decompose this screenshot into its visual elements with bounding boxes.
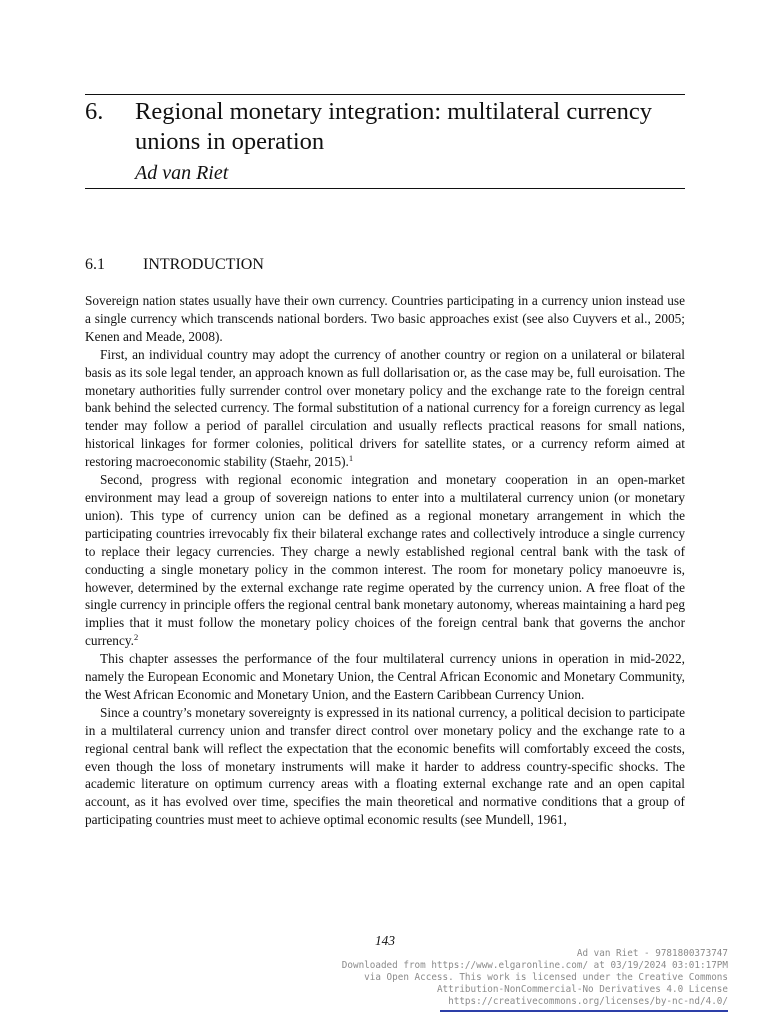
chapter-title: Regional monetary integration: multilateral currency unions in operation xyxy=(135,98,653,155)
footnote-mark-1[interactable]: 1 xyxy=(348,453,354,464)
chapter-bottom-rule xyxy=(85,188,685,189)
paragraph-4: This chapter assesses the performance of the four multilateral currency unions in operation in mid-2022, namely the European Economic and Monetary Union, the Central African Economic and Monetary Community, the West African Economic and Monetary Union, and the Eastern Caribbean Currency Union. xyxy=(85,651,685,702)
page-number: 143 xyxy=(375,933,395,948)
body-text xyxy=(85,292,685,829)
chapter-top-rule xyxy=(85,94,685,95)
download-watermark xyxy=(342,948,728,1008)
watermark-line-2: Downloaded from https://www.elgaronline.com/ at 03/19/2024 03:01:17PM xyxy=(341,960,728,972)
license-link[interactable]: https://creativecommons.org/licenses/by-nc-nd/4.0/ xyxy=(448,996,728,1008)
paragraph-5: Since a country’s monetary sovereignty is expressed in its national currency, a political decision to participate in a multilateral currency union and transfer direct control over monetary policy and the exchange rate to a regional central bank will reflect the expectation that the economic benefits will comfortably exceed the costs, even though the loss of monetary instruments will make it harder to address country-specific shocks. The academic literature on optimum currency areas with a floating external exchange rate and an open capital account, as it has evolved over time, specifies the main theoretical and normative conditions that a group of participating countries must meet to achieve optimal economic results (see Mundell, 1961, xyxy=(85,704,685,828)
paragraph-1: Sovereign nation states usually have their own currency. Countries participating in a currency union instead use a single currency which transcends national borders. Two basic approaches exist (see also Cuyvers et al., 2005; Kenen and Meade, 2008). xyxy=(85,293,685,344)
paragraph-2: First, an individual country may adopt the currency of another country or region on a unilateral or bilateral basis as its sole legal tender, an approach known as full dollarisation or, as the case may be, full euroisation. The monetary authorities fully surrender control over monetary policy and the exchange rate to the foreign central bank behind the selected currency. The formal substitution of a national currency for a foreign currency as legal tender may follow a period of parallel circulation and usually reflects practical reasons for small nations, historical linkages for former colonies, political drivers for satellite states, or a currency reform aimed at restoring macroeconomic stability (Staehr, 2015).$^1$ xyxy=(85,346,685,470)
section-heading xyxy=(85,255,264,275)
section-title: INTRODUCTION xyxy=(143,256,264,273)
footnote-mark-2[interactable]: 2 xyxy=(133,632,139,643)
watermark-line-4: Attribution-NonCommercial-No Derivatives 4.0 License xyxy=(436,984,728,996)
chapter-number: 6. xyxy=(85,98,104,125)
chapter-author: Ad van Riet xyxy=(135,162,229,184)
license-link-underline xyxy=(440,1010,728,1012)
paragraph-3: Second, progress with regional economic integration and monetary cooperation in an open-market environment may lead a group of sovereign nations to enter into a multilateral currency union (or monetary union). This type of currency union can be defined as a regional monetary arrangement in which the participating countries irrevocably fix their bilateral exchange rates and collectively introduce a single currency to replace their legacy currencies. They charge a newly established regional central bank with the task of conducting a single monetary policy in the common interest. The room for monetary policy manoeuvre is, however, determined by the external exchange rate regime operated by the currency union. A free float of the single currency in principle offers the regional central bank monetary autonomy, whereas maintaining a hard peg implies that it must follow the monetary policy choices of the foreign central bank that governs the anchor currency.$^2$ xyxy=(85,472,685,649)
section-number: 6.1 xyxy=(85,256,105,273)
watermark-line-3: via Open Access. This work is licensed under the Creative Commons xyxy=(364,972,728,984)
watermark-line-1: Ad van Riet - 9781800373747 xyxy=(576,948,728,959)
